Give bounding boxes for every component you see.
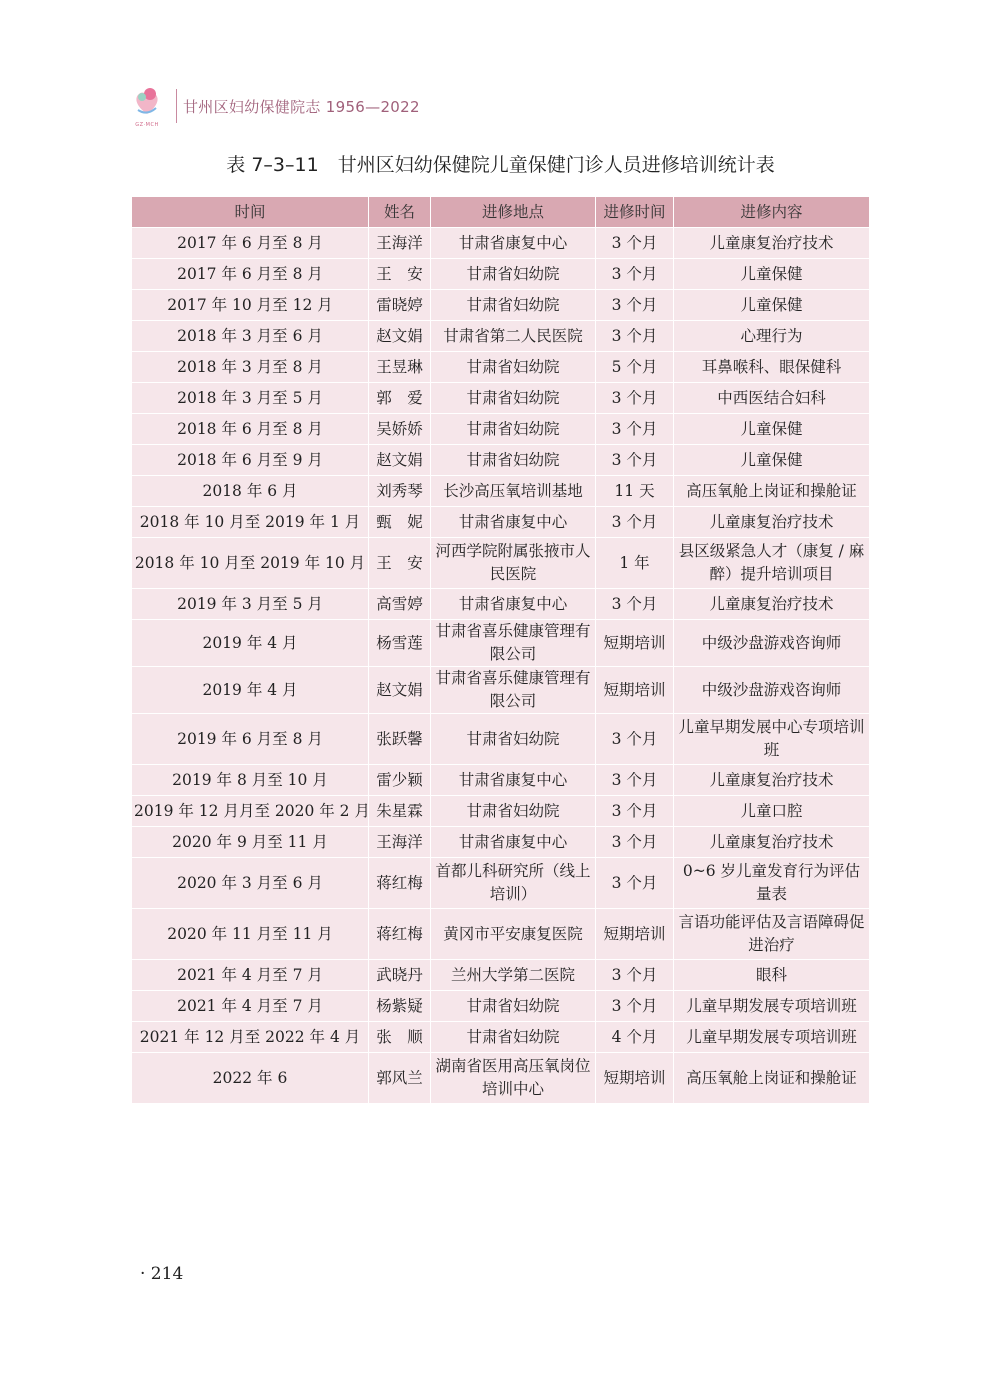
cell-name: 郭风兰 bbox=[369, 1053, 431, 1104]
running-header bbox=[130, 84, 420, 128]
table-row bbox=[132, 827, 870, 858]
cell-duration: 3 个月 bbox=[596, 960, 674, 991]
cell-name: 朱星霖 bbox=[369, 796, 431, 827]
cell-time: 2018 年 3 月至 8 月 bbox=[132, 352, 369, 383]
table-row bbox=[132, 714, 870, 765]
cell-duration: 3 个月 bbox=[596, 858, 674, 909]
cell-location: 河西学院附属张掖市人民医院 bbox=[431, 538, 596, 589]
cell-content: 耳鼻喉科、眼保健科 bbox=[674, 352, 870, 383]
cell-name: 甄 妮 bbox=[369, 507, 431, 538]
table-row bbox=[132, 765, 870, 796]
cell-duration: 11 天 bbox=[596, 476, 674, 507]
cell-location: 甘肃省妇幼院 bbox=[431, 383, 596, 414]
table-row bbox=[132, 414, 870, 445]
table-row bbox=[132, 589, 870, 620]
table-row bbox=[132, 352, 870, 383]
cell-content: 县区级紧急人才（康复 / 麻醉）提升培训项目 bbox=[674, 538, 870, 589]
cell-time: 2018 年 6 月至 9 月 bbox=[132, 445, 369, 476]
cell-time: 2017 年 10 月至 12 月 bbox=[132, 290, 369, 321]
cell-name: 赵文娟 bbox=[369, 445, 431, 476]
cell-time: 2021 年 4 月至 7 月 bbox=[132, 960, 369, 991]
cell-content: 儿童口腔 bbox=[674, 796, 870, 827]
cell-duration: 短期培训 bbox=[596, 620, 674, 667]
cell-name: 王 安 bbox=[369, 259, 431, 290]
cell-time: 2019 年 6 月至 8 月 bbox=[132, 714, 369, 765]
cell-duration: 3 个月 bbox=[596, 414, 674, 445]
cell-time: 2020 年 11 月至 11 月 bbox=[132, 909, 369, 960]
cell-location: 湖南省医用高压氧岗位培训中心 bbox=[431, 1053, 596, 1104]
cell-content: 儿童康复治疗技术 bbox=[674, 507, 870, 538]
table-row bbox=[132, 476, 870, 507]
cell-time: 2021 年 4 月至 7 月 bbox=[132, 991, 369, 1022]
cell-name: 王昱琳 bbox=[369, 352, 431, 383]
cell-name: 蒋红梅 bbox=[369, 909, 431, 960]
cell-location: 甘肃省喜乐健康管理有限公司 bbox=[431, 620, 596, 667]
cell-time: 2019 年 3 月至 5 月 bbox=[132, 589, 369, 620]
cell-content: 儿童保健 bbox=[674, 259, 870, 290]
cell-duration: 3 个月 bbox=[596, 507, 674, 538]
cell-duration: 短期培训 bbox=[596, 667, 674, 714]
cell-name: 杨紫疑 bbox=[369, 991, 431, 1022]
book-title: 甘州区妇幼保健院志 1956—2022 bbox=[183, 97, 420, 116]
cell-duration: 3 个月 bbox=[596, 228, 674, 259]
cell-time: 2019 年 8 月至 10 月 bbox=[132, 765, 369, 796]
hospital-logo bbox=[130, 84, 164, 128]
cell-content: 0~6 岁儿童发育行为评估量表 bbox=[674, 858, 870, 909]
table-row bbox=[132, 228, 870, 259]
cell-duration: 3 个月 bbox=[596, 589, 674, 620]
table-row bbox=[132, 1053, 870, 1104]
header-content: 进修内容 bbox=[674, 197, 870, 228]
cell-content: 儿童康复治疗技术 bbox=[674, 765, 870, 796]
cell-name: 蒋红梅 bbox=[369, 858, 431, 909]
cell-location: 甘肃省妇幼院 bbox=[431, 352, 596, 383]
page-number: · 214 bbox=[140, 1264, 184, 1284]
cell-duration: 3 个月 bbox=[596, 445, 674, 476]
table-row bbox=[132, 507, 870, 538]
table-row bbox=[132, 259, 870, 290]
cell-time: 2018 年 10 月至 2019 年 1 月 bbox=[132, 507, 369, 538]
cell-name: 杨雪莲 bbox=[369, 620, 431, 667]
cell-content: 心理行为 bbox=[674, 321, 870, 352]
table-row bbox=[132, 1022, 870, 1053]
table-row bbox=[132, 445, 870, 476]
cell-name: 郭 爱 bbox=[369, 383, 431, 414]
logo-text: GZ·MCH bbox=[135, 122, 159, 128]
table-row bbox=[132, 991, 870, 1022]
cell-duration: 3 个月 bbox=[596, 259, 674, 290]
cell-location: 甘肃省妇幼院 bbox=[431, 259, 596, 290]
cell-duration: 3 个月 bbox=[596, 796, 674, 827]
cell-content: 言语功能评估及言语障碍促进治疗 bbox=[674, 909, 870, 960]
training-table bbox=[131, 196, 870, 1104]
table-row bbox=[132, 321, 870, 352]
cell-location: 甘肃省妇幼院 bbox=[431, 714, 596, 765]
cell-location: 兰州大学第二医院 bbox=[431, 960, 596, 991]
cell-time: 2019 年 12 月月至 2020 年 2 月 bbox=[132, 796, 369, 827]
cell-content: 高压氧舱上岗证和操舱证 bbox=[674, 1053, 870, 1104]
heart-flower-icon bbox=[130, 84, 164, 120]
cell-name: 刘秀琴 bbox=[369, 476, 431, 507]
cell-duration: 3 个月 bbox=[596, 290, 674, 321]
header-name: 姓名 bbox=[369, 197, 431, 228]
table-row bbox=[132, 667, 870, 714]
cell-time: 2020 年 3 月至 6 月 bbox=[132, 858, 369, 909]
table-row bbox=[132, 796, 870, 827]
cell-duration: 短期培训 bbox=[596, 1053, 674, 1104]
cell-name: 武晓丹 bbox=[369, 960, 431, 991]
table-row bbox=[132, 909, 870, 960]
cell-location: 甘肃省妇幼院 bbox=[431, 414, 596, 445]
cell-location: 首都儿科研究所（线上培训） bbox=[431, 858, 596, 909]
cell-content: 中级沙盘游戏咨询师 bbox=[674, 667, 870, 714]
cell-location: 甘肃省康复中心 bbox=[431, 507, 596, 538]
cell-time: 2018 年 3 月至 5 月 bbox=[132, 383, 369, 414]
cell-content: 儿童早期发展专项培训班 bbox=[674, 1022, 870, 1053]
table-row bbox=[132, 538, 870, 589]
cell-name: 雷晓婷 bbox=[369, 290, 431, 321]
cell-location: 黄冈市平安康复医院 bbox=[431, 909, 596, 960]
cell-time: 2018 年 10 月至 2019 年 10 月 bbox=[132, 538, 369, 589]
table-row bbox=[132, 383, 870, 414]
cell-time: 2018 年 6 月至 8 月 bbox=[132, 414, 369, 445]
header-divider bbox=[176, 89, 177, 123]
cell-content: 儿童康复治疗技术 bbox=[674, 589, 870, 620]
cell-name: 赵文娟 bbox=[369, 321, 431, 352]
cell-location: 甘肃省喜乐健康管理有限公司 bbox=[431, 667, 596, 714]
header-location: 进修地点 bbox=[431, 197, 596, 228]
cell-content: 儿童早期发展中心专项培训班 bbox=[674, 714, 870, 765]
cell-duration: 3 个月 bbox=[596, 827, 674, 858]
header-duration: 进修时间 bbox=[596, 197, 674, 228]
cell-duration: 5 个月 bbox=[596, 352, 674, 383]
cell-location: 甘肃省康复中心 bbox=[431, 765, 596, 796]
cell-location: 甘肃省康复中心 bbox=[431, 827, 596, 858]
cell-duration: 短期培训 bbox=[596, 909, 674, 960]
cell-name: 吴娇娇 bbox=[369, 414, 431, 445]
cell-time: 2017 年 6 月至 8 月 bbox=[132, 259, 369, 290]
cell-name: 王 安 bbox=[369, 538, 431, 589]
cell-content: 高压氧舱上岗证和操舱证 bbox=[674, 476, 870, 507]
table-header-row bbox=[132, 197, 870, 228]
cell-location: 甘肃省康复中心 bbox=[431, 228, 596, 259]
cell-location: 甘肃省妇幼院 bbox=[431, 290, 596, 321]
cell-location: 甘肃省妇幼院 bbox=[431, 796, 596, 827]
cell-duration: 3 个月 bbox=[596, 321, 674, 352]
cell-content: 儿童保健 bbox=[674, 414, 870, 445]
cell-location: 长沙高压氧培训基地 bbox=[431, 476, 596, 507]
cell-content: 儿童康复治疗技术 bbox=[674, 228, 870, 259]
cell-location: 甘肃省妇幼院 bbox=[431, 445, 596, 476]
cell-name: 雷少颖 bbox=[369, 765, 431, 796]
cell-location: 甘肃省第二人民医院 bbox=[431, 321, 596, 352]
cell-content: 儿童早期发展专项培训班 bbox=[674, 991, 870, 1022]
cell-time: 2017 年 6 月至 8 月 bbox=[132, 228, 369, 259]
cell-content: 中西医结合妇科 bbox=[674, 383, 870, 414]
cell-content: 中级沙盘游戏咨询师 bbox=[674, 620, 870, 667]
cell-time: 2019 年 4 月 bbox=[132, 667, 369, 714]
cell-content: 儿童保健 bbox=[674, 290, 870, 321]
cell-time: 2019 年 4 月 bbox=[132, 620, 369, 667]
cell-time: 2021 年 12 月至 2022 年 4 月 bbox=[132, 1022, 369, 1053]
table-row bbox=[132, 290, 870, 321]
cell-location: 甘肃省妇幼院 bbox=[431, 1022, 596, 1053]
cell-location: 甘肃省康复中心 bbox=[431, 589, 596, 620]
cell-location: 甘肃省妇幼院 bbox=[431, 991, 596, 1022]
cell-name: 高雪婷 bbox=[369, 589, 431, 620]
cell-duration: 4 个月 bbox=[596, 1022, 674, 1053]
cell-duration: 1 年 bbox=[596, 538, 674, 589]
cell-name: 赵文娟 bbox=[369, 667, 431, 714]
cell-content: 儿童康复治疗技术 bbox=[674, 827, 870, 858]
cell-time: 2018 年 6 月 bbox=[132, 476, 369, 507]
cell-name: 王海洋 bbox=[369, 228, 431, 259]
cell-content: 儿童保健 bbox=[674, 445, 870, 476]
cell-duration: 3 个月 bbox=[596, 383, 674, 414]
cell-time: 2022 年 6 bbox=[132, 1053, 369, 1104]
cell-duration: 3 个月 bbox=[596, 714, 674, 765]
cell-duration: 3 个月 bbox=[596, 765, 674, 796]
table-row bbox=[132, 858, 870, 909]
cell-name: 张跃馨 bbox=[369, 714, 431, 765]
cell-name: 张 顺 bbox=[369, 1022, 431, 1053]
cell-time: 2020 年 9 月至 11 月 bbox=[132, 827, 369, 858]
header-time: 时间 bbox=[132, 197, 369, 228]
table-row bbox=[132, 620, 870, 667]
cell-name: 王海洋 bbox=[369, 827, 431, 858]
cell-duration: 3 个月 bbox=[596, 991, 674, 1022]
cell-time: 2018 年 3 月至 6 月 bbox=[132, 321, 369, 352]
table-caption: 表 7–3–11 甘州区妇幼保健院儿童保健门诊人员进修培训统计表 bbox=[226, 154, 775, 176]
cell-content: 眼科 bbox=[674, 960, 870, 991]
table-row bbox=[132, 960, 870, 991]
